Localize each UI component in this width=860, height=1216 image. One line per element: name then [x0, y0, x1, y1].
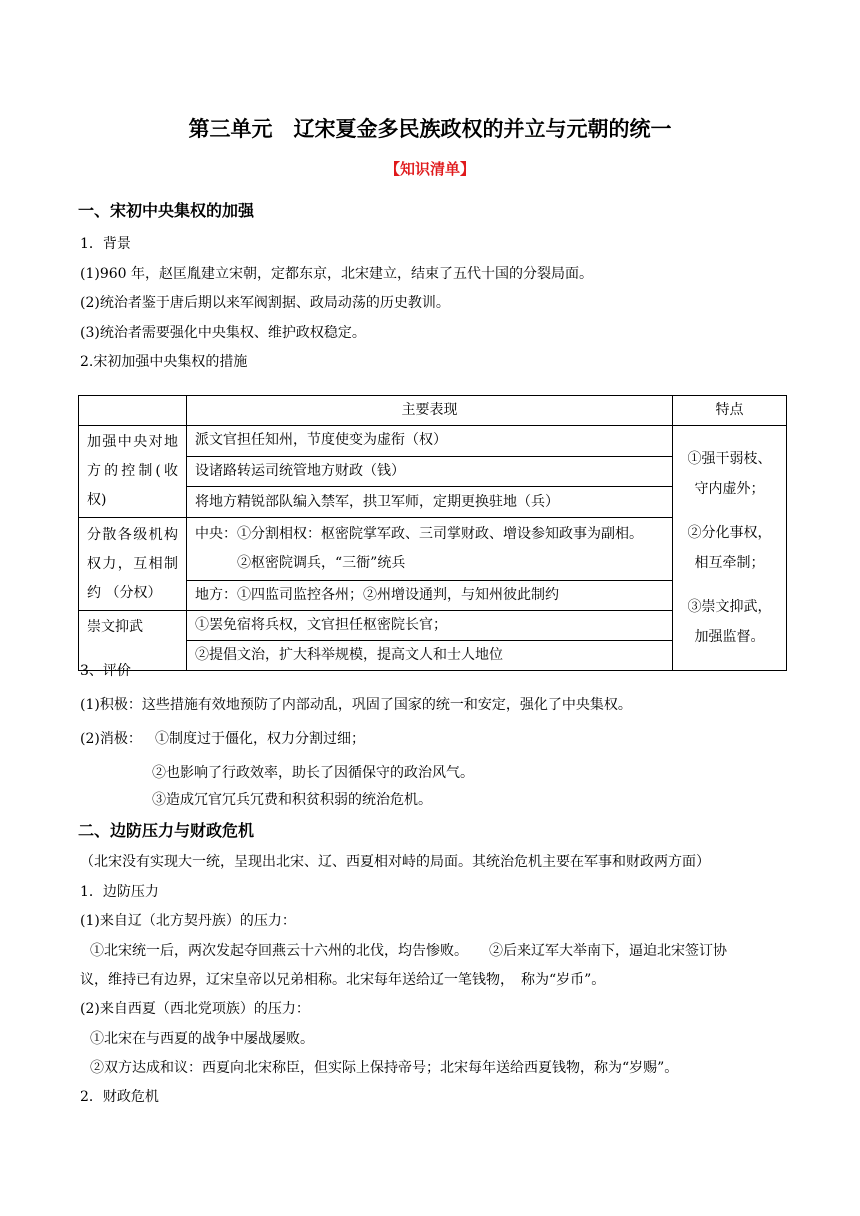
measures-table: [78, 395, 787, 671]
liao-line-2: 议，维持已有边界，辽宋皇帝以兄弟相称。北宋每年送给辽一笔钱物， 称为“岁币”。: [80, 972, 606, 988]
evaluation-negative-2: ②也影响了行政效率，助长了因循保守的政治风气。: [152, 765, 474, 781]
item-cell: [187, 518, 673, 581]
item-cell: 地方：①四监司监控各州；②州增设通判，与知州彼此制约: [187, 581, 673, 611]
background-label: 1．背景: [80, 236, 131, 252]
xixia-item-2: ②双方达成和议：西夏向北宋称臣，但实际上保持帝号；北宋每年送给西夏钱物，称为“岁赐”。: [90, 1060, 679, 1076]
xixia-label: (2)来自西夏（西北党项族）的压力：: [80, 1001, 310, 1017]
category-cell-3: 崇文抑武: [79, 611, 187, 671]
feature-line-3: ②分化事权，: [687, 525, 772, 541]
measures-label: 2.宋初加强中央集权的措施: [80, 354, 248, 370]
features-cell: [673, 426, 787, 671]
evaluation-negative-label: (2)消极：: [80, 731, 142, 747]
item-cell: ②提倡文治，扩大科举规模，提高文人和士人地位: [187, 641, 673, 671]
section2-intro: （北宋没有实现大一统，呈现出北宋、辽、西夏相对峙的局面。其统治危机主要在军事和财政两方面）: [80, 854, 710, 870]
table-header-row: [79, 396, 787, 426]
section1-heading: 一、宋初中央集权的加强: [78, 201, 255, 220]
evaluation-label: 3、评价: [80, 663, 131, 679]
financial-crisis-label: 2．财政危机: [80, 1089, 159, 1105]
evaluation-positive: (1)积极：这些措施有效地预防了内部动乱，巩固了国家的统一和安定，强化了中央集权。: [80, 697, 632, 713]
section2-heading: 二、边防压力与财政危机: [78, 821, 255, 840]
header-cell-empty: [79, 396, 187, 426]
xixia-item-1: ①北宋在与西夏的战争中屡战屡败。: [90, 1031, 314, 1047]
page-subtitle: 【知识清单】: [384, 160, 475, 178]
evaluation-negative-1: ①制度过于僵化，权力分割过细；: [155, 731, 365, 747]
header-cell-main: 主要表现: [187, 396, 673, 426]
border-pressure-label: 1．边防压力: [80, 884, 159, 900]
item-cell: 派文官担任知州，节度使变为虚衔（权）: [187, 426, 673, 457]
header-cell-features: 特点: [673, 396, 787, 426]
category-cell-2: 分散各级机构权力，互相制约 （分权）: [79, 518, 187, 611]
feature-line-4: 相互牵制；: [694, 555, 765, 571]
central-line-1: 中央：①分割相权：枢密院掌军政、三司掌财政、增设参知政事为副相。: [195, 526, 643, 542]
item-cell: ①罢免宿将兵权，文官担任枢密院长官；: [187, 611, 673, 641]
background-item-3: (3)统治者需要强化中央集权、维护政权稳定。: [80, 325, 366, 341]
background-item-1: (1)960 年，赵匡胤建立宋朝，定都东京，北宋建立，结束了五代十国的分裂局面。: [80, 266, 594, 282]
item-cell: 将地方精锐部队编入禁军，拱卫军师，定期更换驻地（兵）: [187, 487, 673, 518]
liao-line-1: ①北宋统一后，两次发起夺回燕云十六州的北伐，均告惨败。 ②后来辽军大举南下，逼迫北宋签订协: [90, 943, 727, 959]
evaluation-negative-3: ③造成冗官冗兵冗费和积贫积弱的统治危机。: [152, 792, 432, 808]
item-cell: 设诸路转运司统管地方财政（钱）: [187, 456, 673, 487]
category-cell-1: 加强中央对地方的控制(收权): [79, 426, 187, 518]
feature-line-6: 加强监督。: [694, 629, 765, 645]
feature-line-1: ①强干弱枝、: [687, 451, 772, 467]
table-row: [79, 426, 787, 457]
feature-line-5: ③崇文抑武，: [687, 599, 772, 615]
page-title: 第三单元 辽宋夏金多民族政权的并立与元朝的统一: [188, 117, 672, 141]
liao-label: (1)来自辽（北方契丹族）的压力：: [80, 913, 296, 929]
background-item-2: (2)统治者鉴于唐后期以来军阀割据、政局动荡的历史教训。: [80, 295, 450, 311]
feature-line-2: 守内虚外；: [694, 481, 765, 497]
central-line-2: ②枢密院调兵，“三衙”统兵: [237, 555, 406, 571]
